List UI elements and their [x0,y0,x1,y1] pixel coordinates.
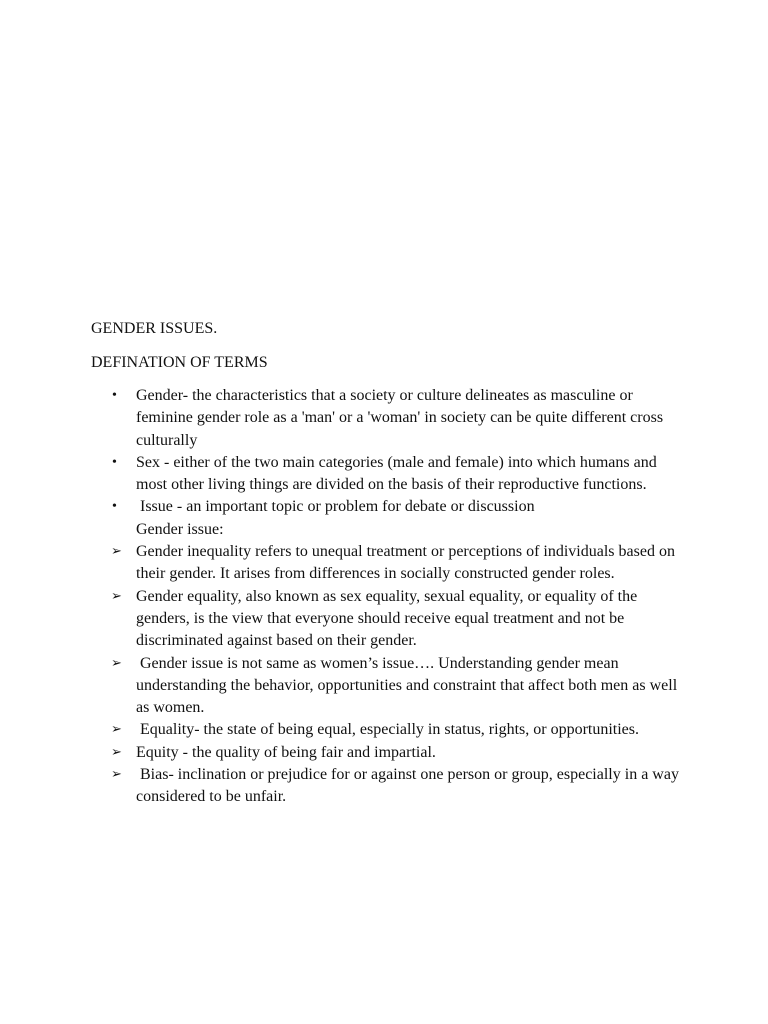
list-item-text: Gender- the characteristics that a society or culture delineates as masculine or feminine gender role as a 'man' or a 'woman' in society can be quite different cross culturally [136,387,664,449]
list-item-gender-equality [0,586,684,653]
definitions-list [0,385,768,809]
list-item-text: Gender inequality refers to unequal treatment or perceptions of individuals based on their gender. It arises from differences in socially constructed gender roles. [136,543,675,583]
list-item-text: Equity - the quality of being fair and impartial. [136,743,436,761]
arrow-bullet-icon: ➢ [111,588,122,604]
arrow-bullet-icon: ➢ [111,655,122,671]
list-item-text: Bias- inclination or prejudice for or against one person or group, especially in a way considered to be unfair. [136,766,683,806]
arrow-bullet-icon: ➢ [111,767,122,783]
gender-issue-label [0,519,684,541]
list-item-text: Sex - either of the two main categories (male and female) into which humans and most other living things are divided on the basis of their reproductive functions. [136,453,657,494]
list-item-text: Issue - an important topic or problem for debate or discussion [136,498,535,516]
list-item-text: Gender equality, also known as sex equality, sexual equality, or equality of the genders, is the view that everyone should receive equal treatment and not be discriminated against based on their gender. [136,587,638,650]
subheading-text: Gender issue: [136,520,224,538]
list-item-not-womens-issue [0,653,684,720]
document-title: GENDER ISSUES. [91,320,218,337]
list-item-equality [0,719,684,741]
arrow-bullet-icon: ➢ [111,544,122,560]
bullet-icon: • [112,454,117,470]
list-item-issue [0,496,684,518]
list-item-equity [0,742,684,764]
arrow-bullet-icon: ➢ [111,722,122,738]
bullet-icon: • [112,388,117,403]
list-item-text: Gender issue is not same as women’s issue…. Understanding gender mean understanding the behavior, opportunities and constraint that affect both men as well as women. [136,654,682,717]
list-item-text: Equality- the state of being equal, especially in status, rights, or opportunities. [136,721,639,739]
list-item-sex [0,452,684,497]
list-item-bias [0,764,684,809]
arrow-bullet-icon: ➢ [111,744,122,760]
list-item-gender-inequality [0,541,684,586]
list-item-gender [0,385,684,452]
section-heading: DEFINATION OF TERMS [91,354,268,371]
bullet-icon: • [112,499,117,515]
